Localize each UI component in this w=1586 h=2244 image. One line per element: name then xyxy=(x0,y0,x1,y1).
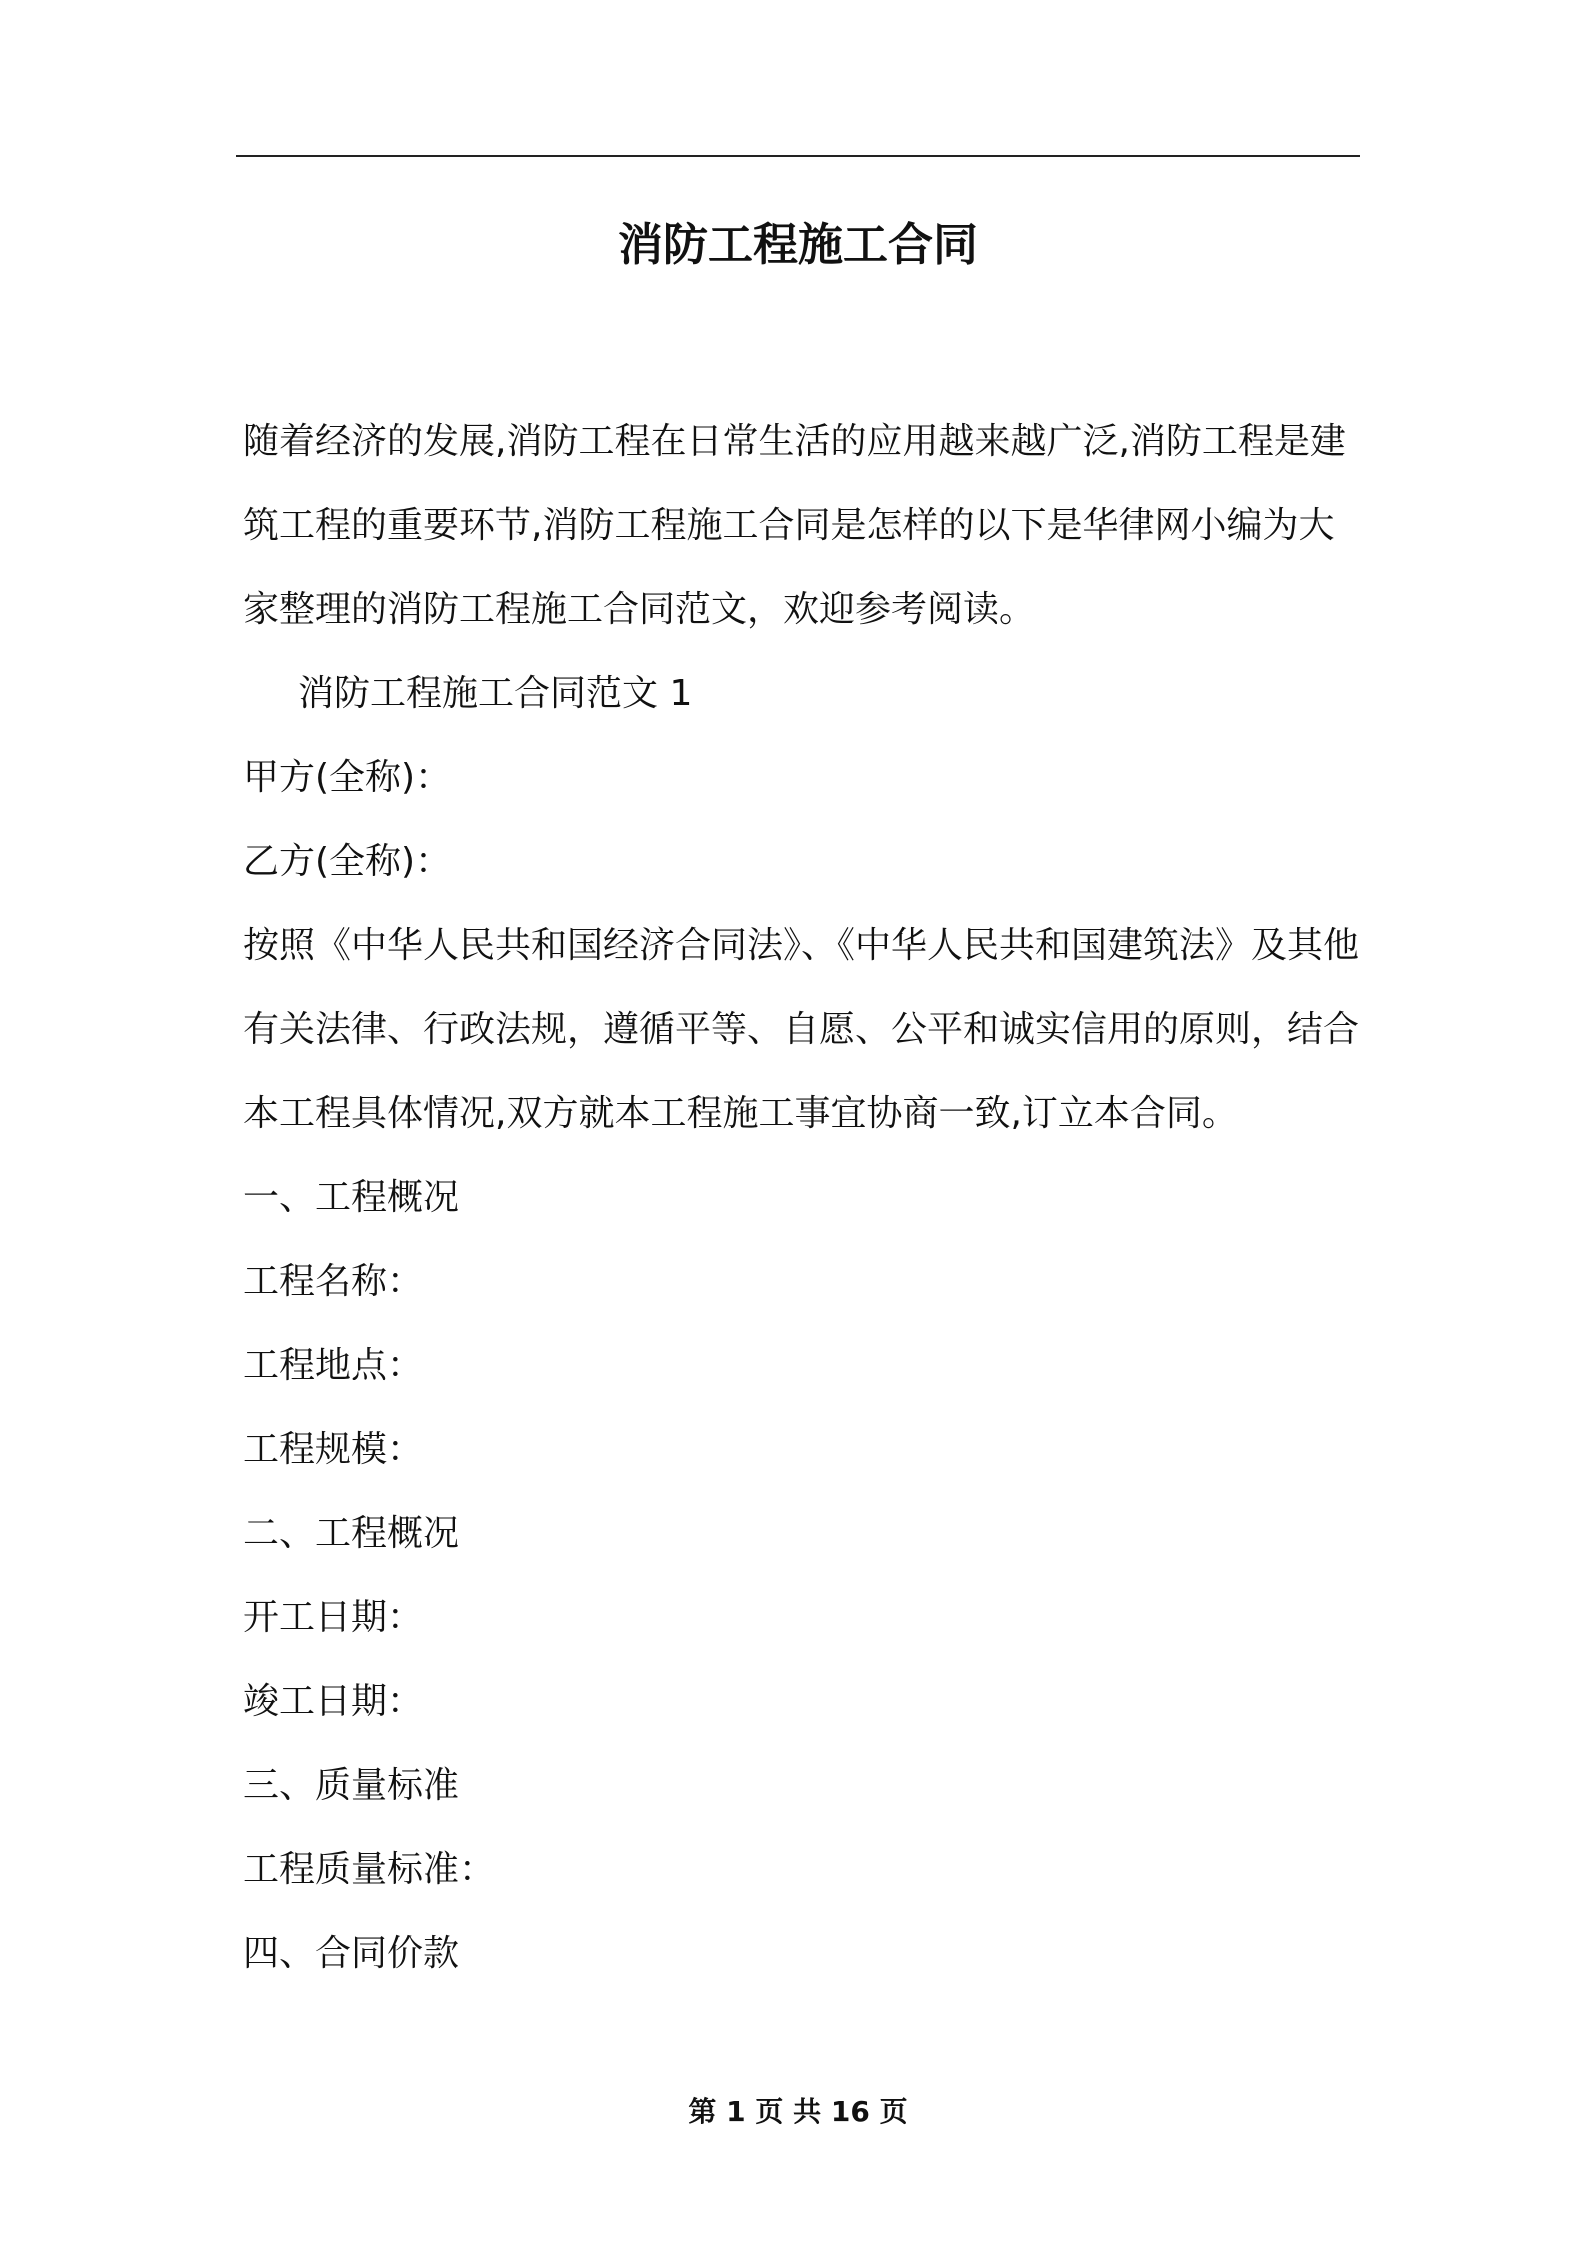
section-heading-overview: 一、工程概况 xyxy=(243,1177,460,1218)
party-a-line: 甲方(全称)： xyxy=(243,757,452,798)
project-scale-line: 工程规模： xyxy=(243,1429,424,1470)
section-heading-sample-1: 消防工程施工合同范文 1 xyxy=(298,673,693,714)
section-heading-quality: 三、质量标准 xyxy=(243,1765,460,1806)
intro-paragraph: 随着经济的发展,消防工程在日常生活的应用越来越广泛,消防工程是建筑工程的重要环节,消防工程施工合同是怎样的以下是华律网小编为大家整理的消防工程施工合同范文，欢迎参考阅读。 xyxy=(243,421,1346,630)
section-heading-price: 四、合同价款 xyxy=(243,1933,460,1974)
section-heading-overview-2: 二、工程概况 xyxy=(243,1513,460,1554)
document-body xyxy=(243,400,1361,1996)
start-date-line: 开工日期： xyxy=(243,1597,424,1638)
quality-standard-line: 工程质量标准： xyxy=(243,1849,496,1890)
project-location-line: 工程地点： xyxy=(243,1345,424,1386)
header-rule xyxy=(236,155,1360,157)
document-title: 消防工程施工合同 xyxy=(617,218,978,271)
legal-basis-paragraph: 按照《中华人民共和国经济合同法》、《中华人民共和国建筑法》及其他有关法律、行政法规，遵循平等、自愿、公平和诚实信用的原则，结合本工程具体情况,双方就本工程施工事宜协商一致,订立本合同。 xyxy=(243,925,1360,1134)
project-name-line: 工程名称： xyxy=(243,1261,424,1302)
page-footer: 第 1 页 共 16 页 xyxy=(688,2095,908,2128)
party-b-line: 乙方(全称)： xyxy=(243,841,452,882)
completion-date-line: 竣工日期： xyxy=(243,1681,424,1722)
